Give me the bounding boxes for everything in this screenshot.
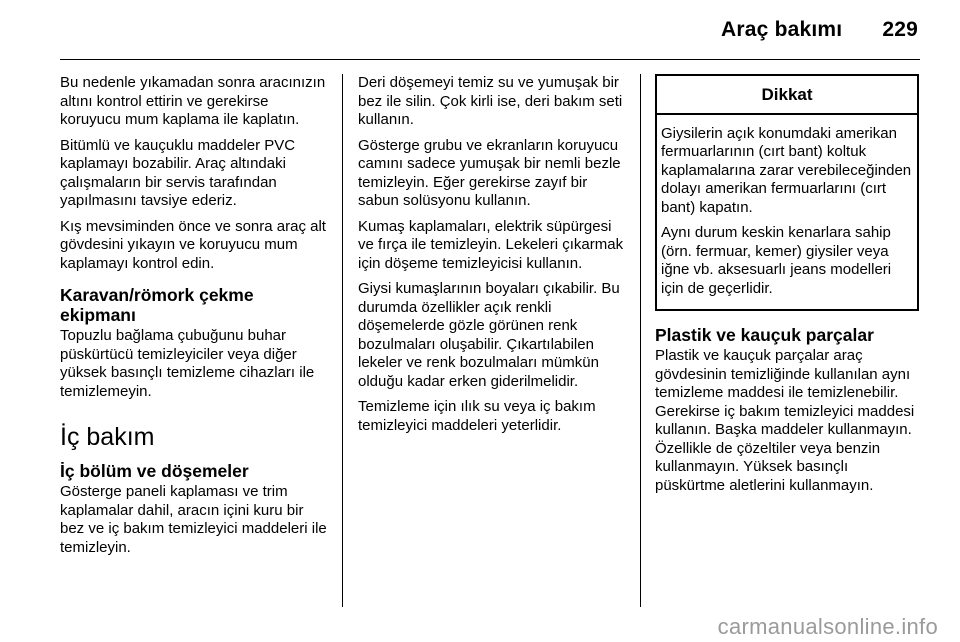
paragraph: Gösterge grubu ve ekranların koruyucu camını sadece yumuşak bir nemli bezle temizleyin. Eğer gerekirse zayıf bir sabun solüsyonu kullanın. xyxy=(358,136,621,209)
page-number: 229 xyxy=(882,18,918,41)
paragraph: Giysi kumaşlarının boyaları çıkabilir. Bu durumda özellikler açık renkli döşemelerde gözle görünen renk bozulmaları oluşabilir. Çıkartılabilen lekeler ve renk bozulmaları mümkün olduğu kadar erken giderilmelidir. xyxy=(358,280,620,390)
column-3 xyxy=(655,74,922,502)
column-1 xyxy=(60,74,328,564)
column-divider-1 xyxy=(342,74,343,607)
paragraph: Bu nedenle yıkamadan sonra aracınızın altını kontrol ettirin ve gerekirse koruyucu mum kaplama ile kaplatın. xyxy=(60,74,326,128)
header-divider xyxy=(60,59,920,60)
page-header xyxy=(721,18,918,42)
caution-title: Dikkat xyxy=(657,76,917,115)
section-heading-plastic: Plastik ve kauçuk parçalar xyxy=(655,325,874,345)
paragraph: Kış mevsiminden önce ve sonra araç alt gövdesini yıkayın ve koruyucu mum kaplamayı kontrol edin. xyxy=(60,217,326,272)
caution-paragraph: Aynı durum keskin kenarlara sahip (örn. fermuar, kemer) giysiler veya iğne vb. aksesuarlı jeans modelleri için de geçerlidir. xyxy=(661,224,892,297)
column-2 xyxy=(358,74,626,442)
paragraph: Plastik ve kauçuk parçalar araç gövdesinin temizliğinde kullanılan aynı temizleme maddesi ile temizlenebilir. Gerekirse iç bakım temizleyici maddesi kullanın. Başka maddeler kullanmayın. Özellikle de çözeltiler veya benzin kullanmayın. Yüksek basınçlı püskürtme aletlerini kullanmayın. xyxy=(655,347,915,494)
paragraph: Temizleme için ılık su veya iç bakım temizleyici maddeleri yeterlidir. xyxy=(358,398,596,434)
paragraph: Kumaş kaplamaları, elektrik süpürgesi ve fırça ile temizleyin. Lekeleri çıkarmak için döşeme temizleyicisi kullanın. xyxy=(358,217,624,272)
caution-paragraph: Giysilerin açık konumdaki amerikan fermuarlarının (cırt bant) koltuk kaplamalarına zarar verebileceğinden dolayı amerikan fermuarlarını (cırt bant) kapatın. xyxy=(661,124,912,216)
paragraph: Bitümlü ve kauçuklu maddeler PVC kaplamayı bozabilir. Araç altındaki çalışmaların bir servis tarafından yapılmasını tavsiye ederiz. xyxy=(60,136,296,209)
paragraph: Topuzlu bağlama çubuğunu buhar püskürtücü temizleyiciler veya diğer yüksek basınçlı temizleme cihazları ile temizlemeyin. xyxy=(60,327,315,400)
watermark: carmanualsonline.info xyxy=(717,614,938,639)
page-title: Araç bakımı xyxy=(721,18,843,41)
column-divider-2 xyxy=(640,74,641,607)
chapter-heading-interior: İç bakım xyxy=(60,423,155,451)
paragraph: Deri döşemeyi temiz su ve yumuşak bir bez ile silin. Çok kirli ise, deri bakım seti kullanın. xyxy=(358,74,623,128)
section-heading-towing: Karavan/römork çekme ekipmanı xyxy=(60,285,254,325)
caution-body xyxy=(657,115,917,310)
paragraph: Gösterge paneli kaplaması ve trim kaplamalar dahil, aracın içini kuru bir bez ve iç bakım temizleyici maddeleri ile temizleyin. xyxy=(60,483,327,556)
caution-box xyxy=(655,74,919,311)
section-heading-interior-parts: İç bölüm ve döşemeler xyxy=(60,461,249,481)
